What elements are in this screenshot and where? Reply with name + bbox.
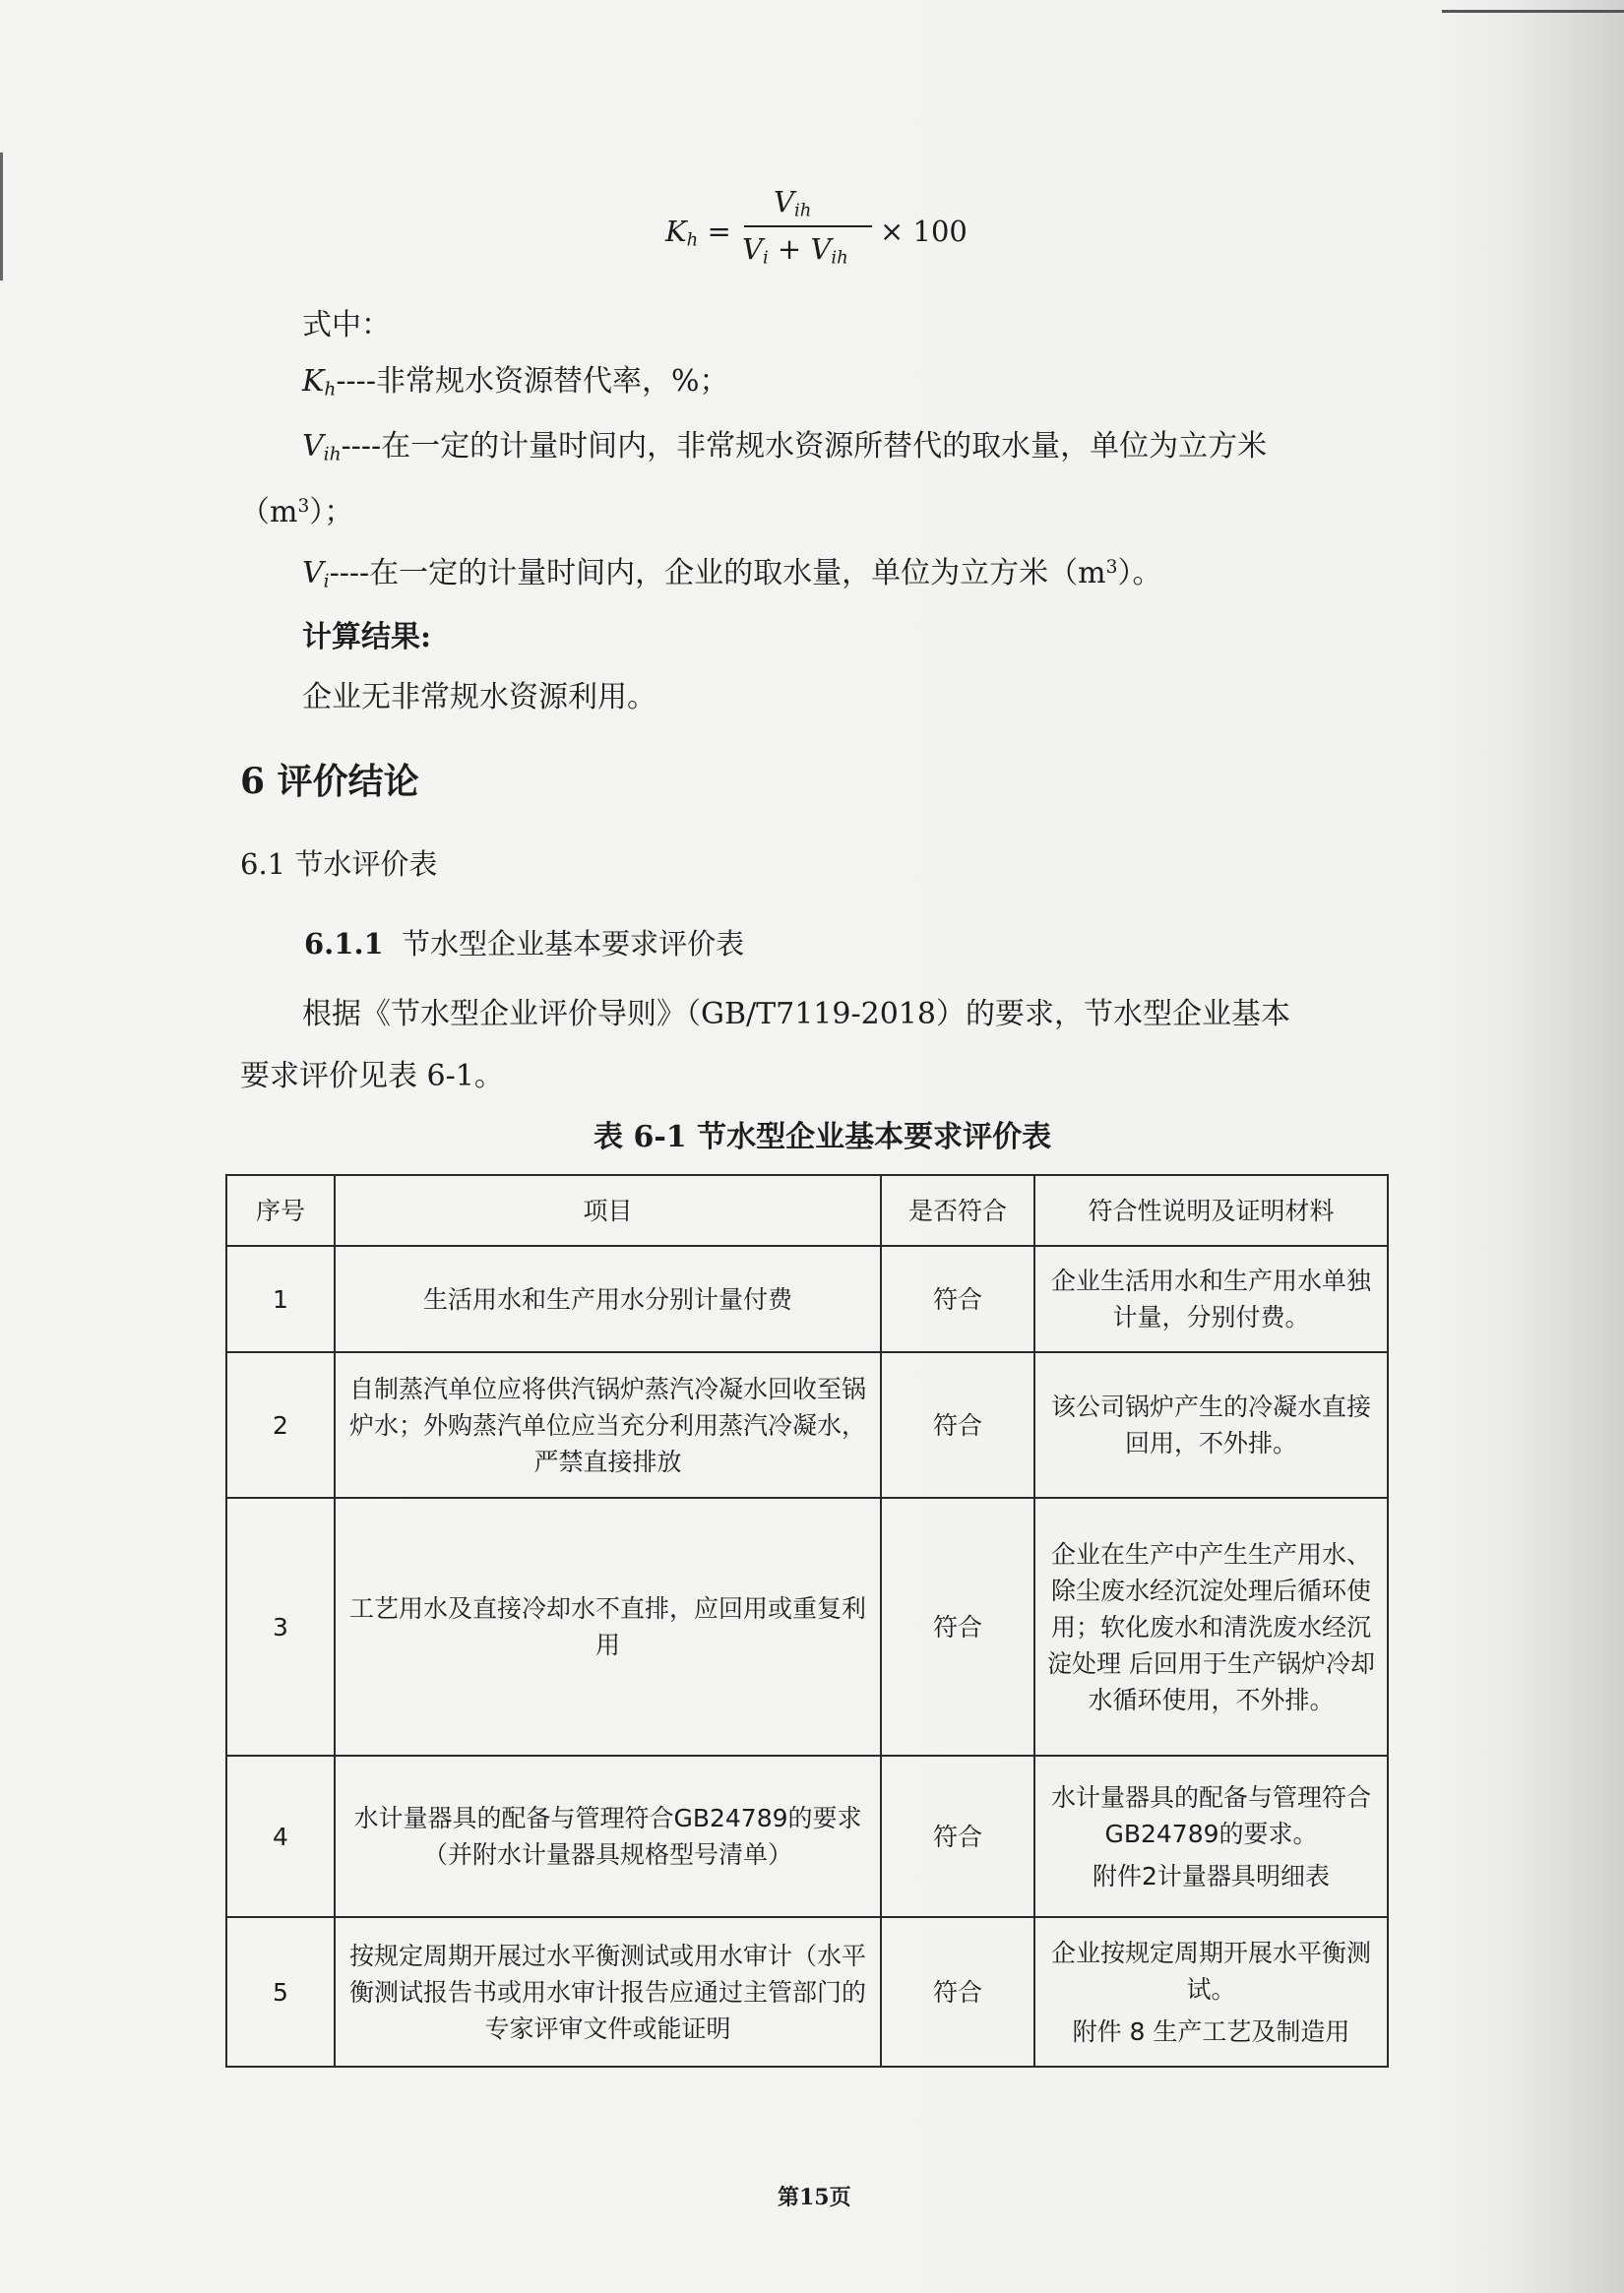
row-item: 工艺用水及直接冷却水不直排，应回用或重复利用 bbox=[335, 1498, 881, 1756]
row-description: 该公司锅炉产生的冷凝水直接回用，不外排。 bbox=[1034, 1352, 1388, 1498]
table-row bbox=[226, 1498, 1388, 1756]
row-conform: 符合 bbox=[881, 1246, 1034, 1352]
table-row bbox=[226, 1917, 1388, 2067]
row-conform: 符合 bbox=[881, 1498, 1034, 1756]
row-description: 企业生活用水和生产用水单独计量，分别付费。 bbox=[1034, 1246, 1388, 1352]
section-6-1-heading: 6.1 节水评价表 bbox=[240, 847, 438, 881]
formula-intro: 式中： bbox=[302, 308, 391, 342]
row-no: 3 bbox=[226, 1498, 335, 1756]
row-description bbox=[1034, 1917, 1388, 2067]
formula-lhs: $K_h$ = bbox=[665, 215, 731, 251]
row-no: 1 bbox=[226, 1246, 335, 1352]
table-row bbox=[226, 1352, 1388, 1498]
row-conform: 符合 bbox=[881, 1756, 1034, 1917]
def-vih-continued: $(m^3)$； bbox=[240, 495, 354, 529]
header-no: 序号 bbox=[226, 1175, 335, 1246]
row-item: 自制蒸汽单位应将供汽锅炉蒸汽冷凝水回收至锅炉水；外购蒸汽单位应当充分利用蒸汽冷凝水，严禁直接排放 bbox=[335, 1352, 881, 1498]
formula-multiplier: × 100 bbox=[880, 215, 968, 248]
paragraph-line-1: 根据《节水型企业评价导则》（GB/T7119-2018）的要求，节水型企业基本 bbox=[302, 997, 1290, 1031]
row-no: 4 bbox=[226, 1756, 335, 1917]
table-caption: 表 6-1 节水型企业基本要求评价表 bbox=[593, 1120, 1052, 1154]
formula-denominator: $V_i + V_{ih}$ bbox=[742, 232, 848, 269]
header-conform: 是否符合 bbox=[881, 1175, 1034, 1246]
result-label: 计算结果: bbox=[302, 620, 432, 654]
def-vi: $V_i----$在一定的计量时间内，企业的取水量，单位为立方米$(m^3)$。 bbox=[302, 556, 1162, 592]
header-description: 符合性说明及证明材料 bbox=[1034, 1175, 1388, 1246]
table-header-row bbox=[226, 1175, 1388, 1246]
row-description bbox=[1034, 1756, 1388, 1917]
formula-fraction-bar bbox=[744, 225, 872, 227]
row-no: 5 bbox=[226, 1917, 335, 2067]
table-row bbox=[226, 1756, 1388, 1917]
paragraph-line-2: 要求评价见表 6-1。 bbox=[240, 1059, 504, 1093]
section-6-1-1-heading: 6.1.1 节水型企业基本要求评价表 bbox=[304, 927, 745, 961]
scan-left-edge-mark bbox=[0, 153, 3, 280]
def-kh: $K_h----$非常规水资源替代率，%； bbox=[302, 364, 729, 401]
row-no: 2 bbox=[226, 1352, 335, 1498]
row-item: 水计量器具的配备与管理符合GB24789的要求（并附水计量器具规格型号清单） bbox=[335, 1756, 881, 1917]
section-6-heading: 6 评价结论 bbox=[240, 761, 419, 802]
evaluation-table bbox=[225, 1174, 1389, 2068]
page-number: 第15页 bbox=[778, 2185, 851, 2210]
def-vih: $V_{ih}----$在一定的计量时间内，非常规水资源所替代的取水量，单位为立方米 bbox=[302, 429, 1268, 465]
formula-kh bbox=[665, 185, 968, 274]
row-attachment-note: 附件 8 生产工艺及制造用 bbox=[1072, 2016, 1350, 2046]
row-item: 按规定周期开展过水平衡测试或用水审计（水平衡测试报告书或用水审计报告应通过主管部门的专家评审文件或能证明 bbox=[335, 1917, 881, 2067]
row-item: 生活用水和生产用水分别计量付费 bbox=[335, 1246, 881, 1352]
row-conform: 符合 bbox=[881, 1352, 1034, 1498]
row-description: 企业在生产中产生生产用水、除尘废水经沉淀处理后循环使用；软化废水和清洗废水经沉淀处理 后回用于生产锅炉冷却水循环使用，不外排。 bbox=[1034, 1498, 1388, 1756]
result-text: 企业无非常规水资源利用。 bbox=[302, 680, 656, 714]
row-description-text: 企业按规定周期开展水平衡测试。 bbox=[1050, 1938, 1371, 2004]
formula-numerator: $V_{ih}$ bbox=[774, 185, 812, 221]
table-row bbox=[226, 1246, 1388, 1352]
header-item: 项目 bbox=[335, 1175, 881, 1246]
scan-edge-shadow bbox=[1506, 0, 1624, 2293]
row-conform: 符合 bbox=[881, 1917, 1034, 2067]
scan-top-edge-line bbox=[1442, 10, 1624, 13]
row-description-text: 水计量器具的配备与管理符合GB24789的要求。 bbox=[1050, 1782, 1371, 1848]
row-attachment-note: 附件2计量器具明细表 bbox=[1093, 1861, 1330, 1890]
